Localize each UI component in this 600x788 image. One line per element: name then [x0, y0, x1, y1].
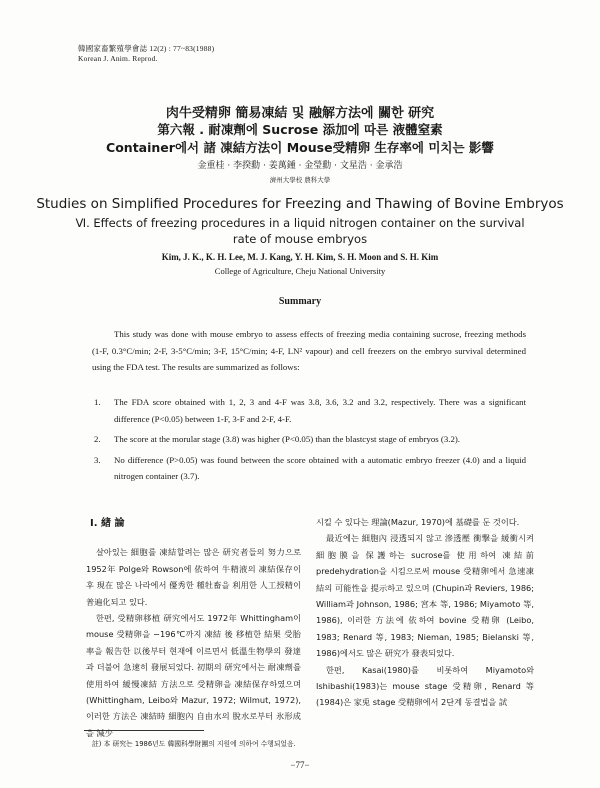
journal-citation: [78, 44, 214, 64]
body-paragraph: 시킬 수 있다는 理論(Mazur, 1970)에 基礎를 둔 것이다.: [316, 517, 520, 527]
result-number: 3.: [94, 454, 101, 465]
summary-result-item: [92, 452, 526, 485]
korean-authors: 金重桂 · 李揆勳 · 姜萬鍾 · 金瑩勳 · 文星浩 · 金承浩: [197, 161, 403, 171]
korean-affiliation: 濟州大學校 農科大學: [269, 176, 331, 184]
body-right-column: [316, 514, 534, 711]
summary-intro: [92, 326, 526, 376]
korean-title-line3: Container에서 諸 凍結方法이 Mouse受精卵 生存率에 미치는 影響: [106, 140, 494, 155]
summary-intro-text: This study was done with mouse embryo to assess effects of freezing media containing sucrose, freezing methods (1-F, 0.3°C/min; 2-F, 3-5°C/min; 3-F, 15°C/min; 4-F, LN² vapour) and cell freezers on the embryo survival determined using the FDA test. The results are summarized as follows:: [92, 329, 526, 373]
result-text: The score at the morular stage (3.8) was higher (P<0.05) than the blastcyst stage of embryos (3.2).: [114, 434, 460, 445]
introduction-heading: Ⅰ. 緖 論: [90, 518, 125, 529]
english-authors: Kim, J. K., K. H. Lee, M. J. Kang, Y. H. Kim, S. H. Moon and S. H. Kim: [161, 252, 439, 262]
result-text: No difference (P>0.05) was found between the score obtained with a automatic embryo freezer (4.0) and a liquid nitrogen container (3.7).: [114, 454, 526, 482]
korean-title-line1: 肉牛受精卵 簡易凍結 및 融解方法에 關한 研究: [165, 106, 435, 121]
summary-result-item: [92, 431, 526, 448]
result-number: 1.: [94, 397, 101, 407]
english-title-line1: Studies on Simplified Procedures for Freezing and Thawing of Bovine Embryos: [36, 196, 564, 212]
korean-title-line2: 第六報 . 耐凍劑에 Sucrose 添加에 따른 液體窒素: [157, 122, 443, 137]
body-paragraph: 한편, 受精卵移植 研究에서도 1972年 Whittingham이 mouse 受精卵을 −196℃까지 凍結 後 移植한 結果 受胎率을 報告한 以後부터 현재에 이르면서 低溫生物學의 發達과 더불어 急速히 發展되었다. 初期의 研究에서는 耐凍劑를 使用하여 緩慢凍結 方法으로 受精卵을 凍結保存하였으며(Whittingham, Leibo와 Mazur, 1972; Wilmut, 1972), 이러한 方法은 凍結時 細胞內 自由水의 脫水로부터 氷形成을 減少: [86, 613, 301, 738]
body-paragraph: 最近에는 細胞內 浸透되지 않고 滲透壓 衝撃을 緩衝시켜 細胞膜을 保護하는 sucrose를 使用하여 凍結前 predehydration을 시킴으로써 mouse 受精卵에서 急速凍結의 可能性을 提示하고 있으며 (Chupin과 Reviers, 1986; William과 Johnson, 1986; 宮本 等, 1986; Miyamoto 等, 1986), 이러한 方法에 依하여 bovine 受精卵 (Leibo, 1983; Renard 等, 1983; Nieman, 1985; Bielanski 等, 1986)에서도 많은 研究가 發表되었다.: [316, 533, 534, 659]
result-text: The FDA score obtained with 1, 2, 3 and 4-F was 3.8, 3.6, 3.2 and 3.2, respectively. There was a significant difference (P<0.05) between 1-F, 3-F and 2-F, 4-F.: [114, 397, 526, 424]
journal-citation-korean: 韓國家畜繁殖學會誌 12(2) : 77~83(1988): [78, 44, 215, 53]
result-number: 2.: [94, 434, 101, 445]
footnote-divider: [84, 730, 204, 731]
summary-result-item: [92, 394, 526, 427]
body-paragraph: 한편, Kasai(1980)를 비롯하여 Miyamoto와 Ishibashi(1983)는 mouse stage 受精卵, Renard 等(1984)은 家兎 stage 受精卵에서 2단계 동결법을 試: [316, 664, 534, 708]
summary-results-list: [92, 394, 526, 485]
english-title-line2: Ⅵ. Effects of freezing procedures in a liquid nitrogen container on the survival: [75, 216, 525, 230]
footnote: 註) 本 研究는 1986년도 韓國科學財團의 지원에 의하여 수행되었음.: [92, 740, 296, 748]
english-affiliation: College of Agriculture, Cheju National University: [214, 266, 386, 276]
page-number: −77−: [290, 760, 310, 770]
journal-citation-english: Korean J. Anim. Reprod.: [78, 54, 158, 63]
body-left-column: [86, 514, 301, 741]
body-paragraph: 살아있는 細胞를 凍結할려는 많은 研究者들의 努力으로 1952年 Polge와 Rowson에 依하여 牛精液의 凍結保存이후 現在 많은 나라에서 優秀한 種牡畜을 利用한 人工授精이 普遍化되고 있다.: [86, 547, 301, 607]
summary-heading: Summary: [278, 296, 322, 307]
english-title-line3: rate of mouse embryos: [232, 232, 368, 246]
